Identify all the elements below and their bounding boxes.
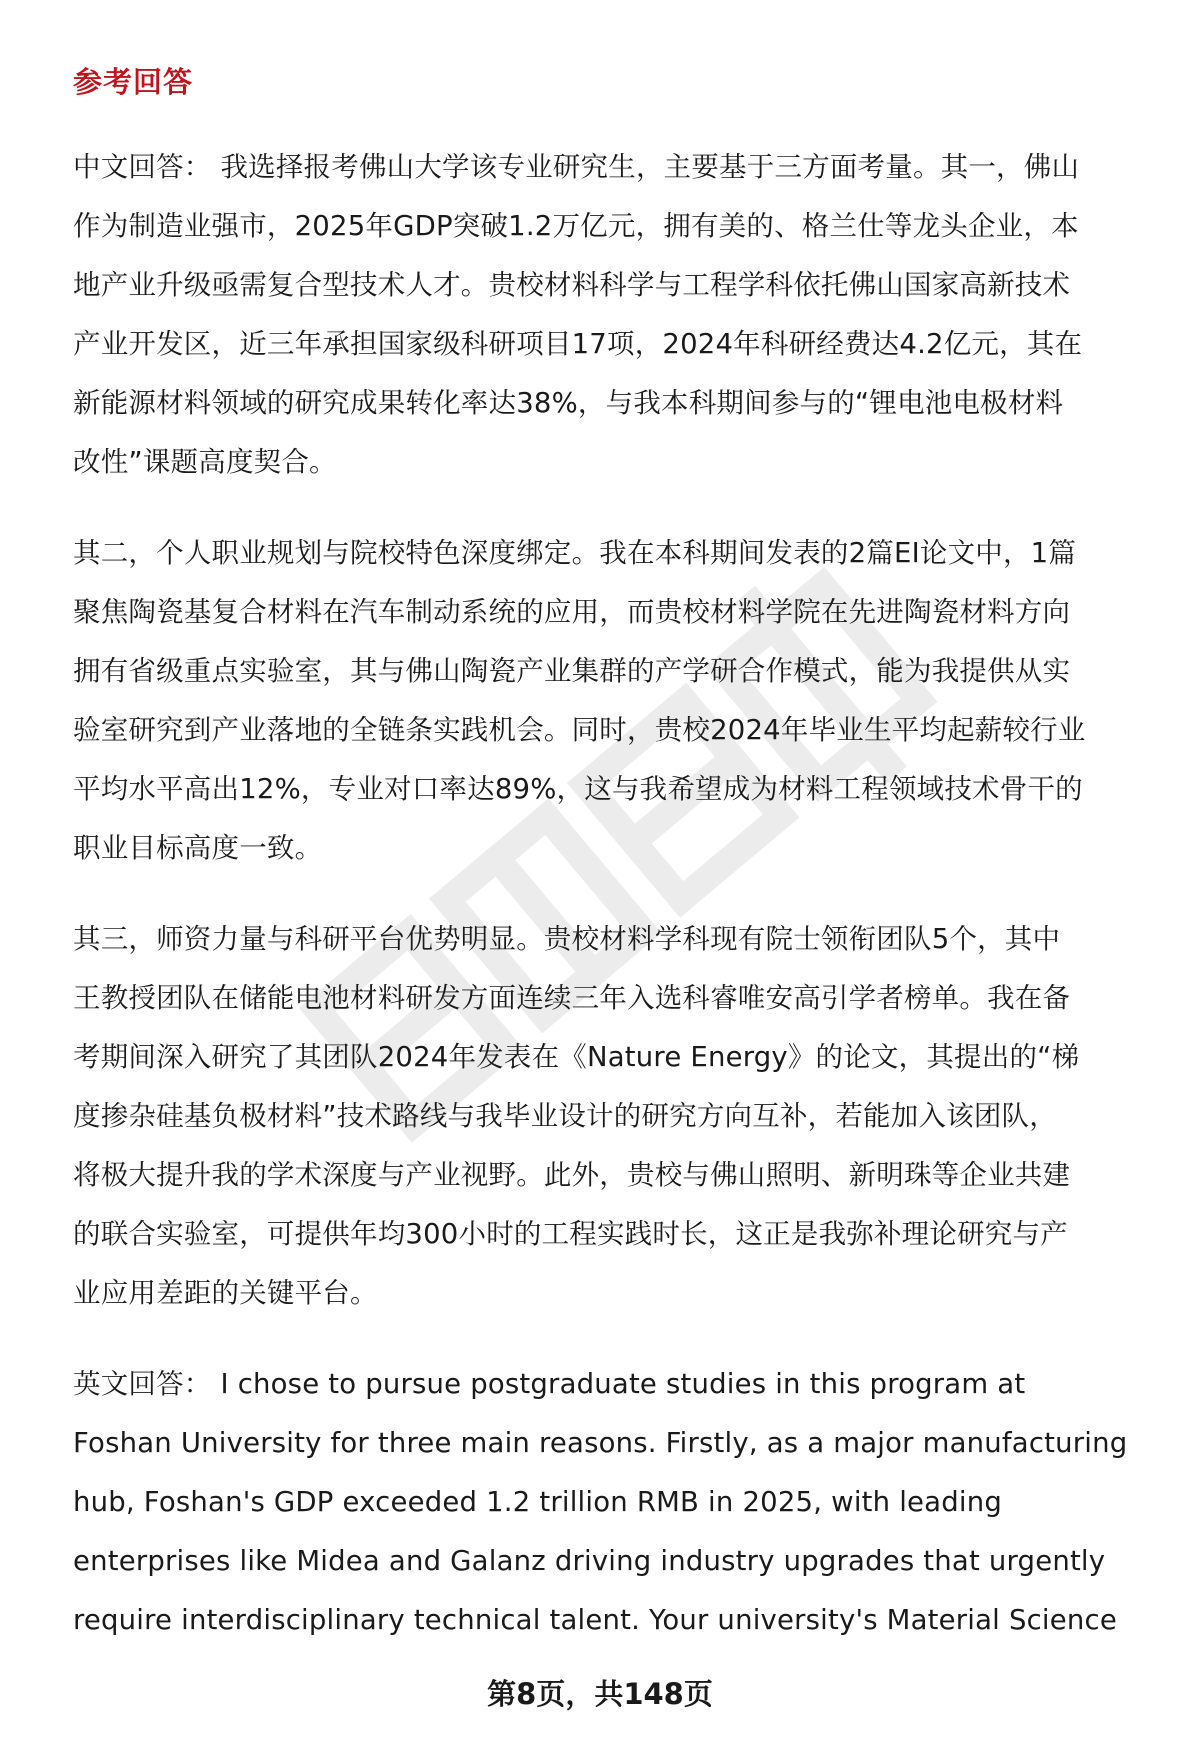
text-line: 作为制造业强市，2025年GDP突破1.2万亿元，拥有美的、格兰仕等龙头企业，本 (73, 210, 1079, 242)
text-line: require interdisciplinary technical talent. Your university's Material Science (73, 1604, 1117, 1636)
page-heading: 参考回答 (73, 65, 194, 99)
text-line: 新能源材料领域的研究成果转化率达38%，与我本科期间参与的“锂电池电极材料 (73, 387, 1064, 419)
paragraph-english (73, 1355, 1153, 1650)
text-line: 职业目标高度一致。 (73, 832, 323, 864)
text-line: Foshan University for three main reasons. Firstly, as a major manufacturing (73, 1427, 1128, 1459)
text-line: 地产业升级亟需复合型技术人才。贵校材料科学与工程学科依托佛山国家高新技术 (73, 269, 1071, 301)
text-line: 的联合实验室，可提供年均300小时的工程实践时长，这正是我弥补理论研究与产 (73, 1218, 1068, 1250)
paragraph-chinese-2 (73, 524, 1153, 878)
text-line: 度掺杂硅基负极材料”技术路线与我毕业设计的研究方向互补，若能加入该团队， (73, 1100, 1057, 1132)
text-line: 其三，师资力量与科研平台优势明显。贵校材料学科现有院士领衔团队5个，其中 (73, 923, 1061, 955)
text-line: 改性”课题高度契合。 (73, 446, 337, 478)
text-line: 业应用差距的关键平台。 (73, 1277, 378, 1309)
page-number: 第8页，共148页 (487, 1677, 713, 1711)
text-line: 考期间深入研究了其团队2024年发表在《Nature Energy》的论文，其提出的“梯 (73, 1041, 1080, 1073)
answer-body (73, 138, 1153, 1682)
text-line: 聚焦陶瓷基复合材料在汽车制动系统的应用，而贵校材料学院在先进陶瓷材料方向 (73, 596, 1071, 628)
text-line: 验室研究到产业落地的全链条实践机会。同时，贵校2024年毕业生平均起薪较行业 (73, 714, 1086, 746)
text-line: 拥有省级重点实验室，其与佛山陶瓷产业集群的产学研合作模式，能为我提供从实 (73, 655, 1071, 687)
text-line: 王教授团队在储能电池材料研发方面连续三年入选科睿唯安高引学者榜单。我在备 (73, 982, 1071, 1014)
text-line: 平均水平高出12%，专业对口率达89%，这与我希望成为材料工程领域技术骨干的 (73, 773, 1083, 805)
text-line: 产业开发区，近三年承担国家级科研项目17项，2024年科研经费达4.2亿元，其在 (73, 328, 1083, 360)
text-line: enterprises like Midea and Galanz driving industry upgrades that urgently (73, 1545, 1106, 1577)
text-line: 英文回答： I chose to pursue postgraduate studies in this program at (73, 1368, 1026, 1400)
text-line: hub, Foshan's GDP exceeded 1.2 trillion RMB in 2025, with leading (73, 1486, 1003, 1518)
paragraph-chinese-1 (73, 138, 1153, 492)
text-line: 其二，个人职业规划与院校特色深度绑定。我在本科期间发表的2篇EI论文中，1篇 (73, 537, 1077, 569)
text-line: 中文回答： 我选择报考佛山大学该专业研究生，主要基于三方面考量。其一，佛山 (73, 151, 1080, 183)
paragraph-chinese-3 (73, 910, 1153, 1323)
text-line: 将极大提升我的学术深度与产业视野。此外，贵校与佛山照明、新明珠等企业共建 (73, 1159, 1071, 1191)
